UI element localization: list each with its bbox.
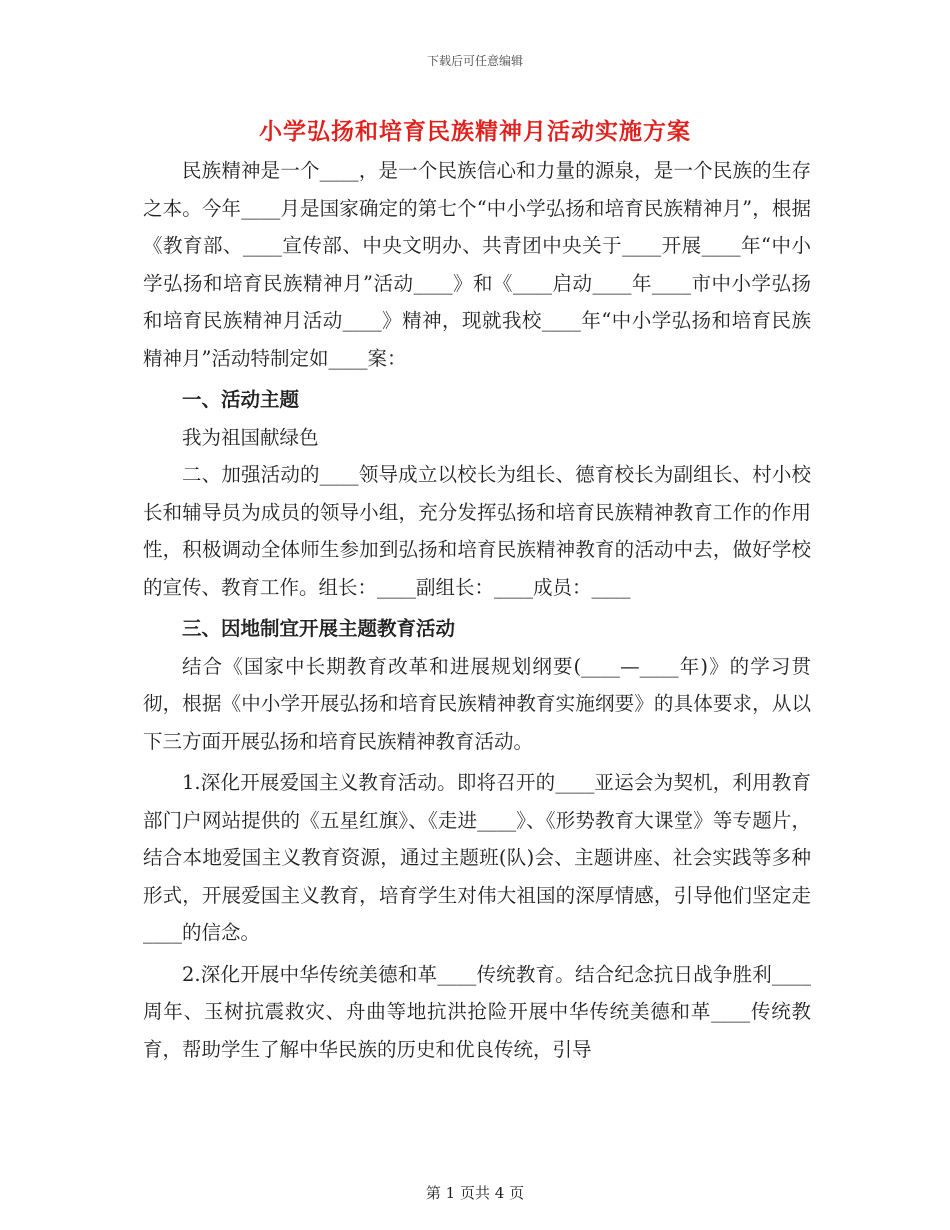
list-item-2: 2.深化开展中华传统美德和革____传统教育。结合纪念抗日战争胜利____周年、玉树抗震救灾、舟曲等地抗洪抢险开展中华传统美德和革____传统教育，帮助学生了解中华民族的历史和优良传统，引导 <box>143 962 811 1061</box>
document-title: 小学弘扬和培育民族精神月活动实施方案 <box>259 118 691 145</box>
section-2-paragraph: 二、加强活动的____领导成立以校长为组长、德育校长为副组长、村小校长和辅导员为成员的领导小组，充分发挥弘扬和培育民族精神教育工作的作用性，积极调动全体师生参加到弘扬和培育民族精神教育的活动中去，做好学校的宣传、教育工作。组长：____副组长：____成员：____ <box>143 463 811 599</box>
theme-paragraph: 我为祖国献绿色 <box>182 425 319 449</box>
intro-paragraph: 民族精神是一个____，是一个民族信心和力量的源泉，是一个民族的生存之本。今年____月是国家确定的第七个“中小学弘扬和培育民族精神月”，根据《教育部、____宣传部、中央文明办、共青团中央关于____开展____年“中小学弘扬和培育民族精神月”活动____》和《____启动____年____市中小学弘扬和培育民族精神月活动____》精神，现就我校____年“中小学弘扬和培育民族精神月”活动特制定如____案： <box>143 159 811 370</box>
document-body <box>143 152 811 1068</box>
section-3-intro-paragraph: 结合《国家中长期教育改革和进展规划纲要(____—____年)》的学习贯彻，根据《中小学开展弘扬和培育民族精神教育实施纲要》的具体要求，从以下三方面开展弘扬和培育民族精神教育活动。 <box>143 654 811 753</box>
page-number-footer: 第 1 页共 4 页 <box>425 1184 525 1202</box>
section-heading-3: 三、因地制宜开展主题教育活动 <box>182 617 456 640</box>
section-heading-1: 一、活动主题 <box>182 388 300 411</box>
list-item-1: 1.深化开展爱国主义教育活动。即将召开的____亚运会为契机，利用教育部门户网站提供的《五星红旗》、《走进____》、《形势教育大课堂》等专题片，结合本地爱国主义教育资源，通过主题班(队)会、主题讲座、社会实践等多种形式，开展爱国主义教育，培育学生对伟大祖国的深厚情感，引导他们坚定走____的信念。 <box>143 771 811 944</box>
page-header-note: 下载后可任意编辑 <box>426 54 523 68</box>
